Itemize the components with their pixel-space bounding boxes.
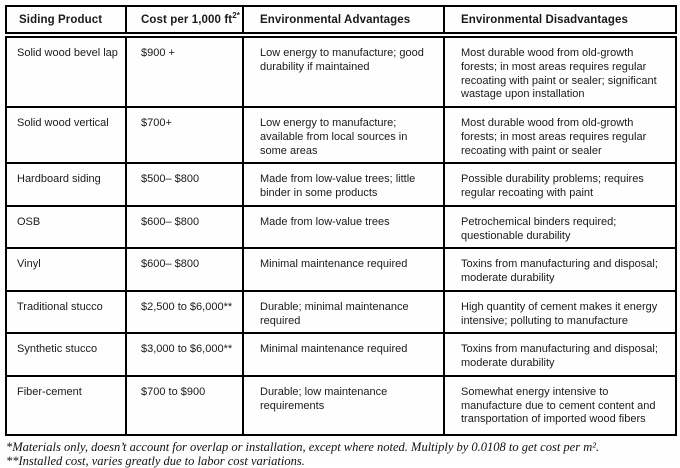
footnote-installed: **Installed cost, varies greatly due to labor cost variations. (6, 453, 305, 468)
cell-cost: $3,000 to $6,000** (126, 333, 243, 376)
header-cost (126, 6, 243, 35)
table-row (6, 248, 676, 291)
header-label: Cost per 1,000 ft (141, 13, 233, 26)
cell-product: Hardboard siding (6, 163, 126, 206)
cell-disadvantages: Somewhat energy intensive to manufacture due to cement content and transportation of imported wood fibers (444, 376, 676, 435)
cell-product: Solid wood vertical (6, 107, 126, 163)
cell-disadvantages: Toxins from manufacturing and disposal; moderate durability (444, 333, 676, 376)
table-row (6, 376, 676, 435)
header-label: Siding Product (19, 13, 103, 26)
cell-disadvantages: Petrochemical binders required; questionable durability (444, 206, 676, 249)
cell-product: Vinyl (6, 248, 126, 291)
header-env-disadvantages (444, 6, 676, 35)
cell-disadvantages: Most durable wood from old-growth forests; in most areas requires regular recoating with paint or sealer; significant wastage upon installation (444, 35, 676, 107)
cell-cost: $900 + (126, 35, 243, 107)
cell-advantages: Minimal maintenance required (243, 248, 444, 291)
cell-advantages: Made from low-value trees (243, 206, 444, 249)
cell-cost: $600– $800 (126, 206, 243, 249)
header-row (6, 6, 676, 35)
cell-disadvantages: Toxins from manufacturing and disposal; moderate durability (444, 248, 676, 291)
cell-advantages: Minimal maintenance required (243, 333, 444, 376)
cell-product: Solid wood bevel lap (6, 35, 126, 107)
cell-advantages: Low energy to manufacture; available from local sources in some areas (243, 107, 444, 163)
header-cost-superscript: 2* (232, 10, 240, 20)
cell-advantages: Made from low-value trees; little binder in some products (243, 163, 444, 206)
cell-cost: $700+ (126, 107, 243, 163)
cell-product: Synthetic stucco (6, 333, 126, 376)
header-label: Environmental Disadvantages (461, 13, 628, 26)
header-siding-product (6, 6, 126, 35)
cell-advantages: Durable; minimal maintenance required (243, 291, 444, 334)
cell-cost: $2,500 to $6,000** (126, 291, 243, 334)
cell-cost: $500– $800 (126, 163, 243, 206)
cell-cost: $600– $800 (126, 248, 243, 291)
cell-disadvantages: Possible durability problems; requires regular recoating with paint (444, 163, 676, 206)
cell-advantages: Low energy to manufacture; good durability if maintained (243, 35, 444, 107)
table-row (6, 206, 676, 249)
footnotes (5, 440, 675, 468)
siding-comparison-table (5, 5, 677, 436)
cell-disadvantages: High quantity of cement makes it energy intensive; polluting to manufacture (444, 291, 676, 334)
table-body (6, 35, 676, 435)
cell-disadvantages: Most durable wood from old-growth forests; in most areas requires regular recoating with paint or sealer (444, 107, 676, 163)
cell-cost: $700 to $900 (126, 376, 243, 435)
header-env-advantages (243, 6, 444, 35)
table-row (6, 107, 676, 163)
cell-product: OSB (6, 206, 126, 249)
footnote-materials: *Materials only, doesn’t account for overlap or installation, except where noted. Multiply by 0.0108 to get cost per m². (6, 439, 600, 454)
cell-product: Traditional stucco (6, 291, 126, 334)
table-row (6, 291, 676, 334)
cell-product: Fiber-cement (6, 376, 126, 435)
table-row (6, 333, 676, 376)
header-label: Environmental Advantages (260, 13, 411, 26)
cell-advantages: Durable; low maintenance requirements (243, 376, 444, 435)
table-row (6, 163, 676, 206)
table-row (6, 35, 676, 107)
